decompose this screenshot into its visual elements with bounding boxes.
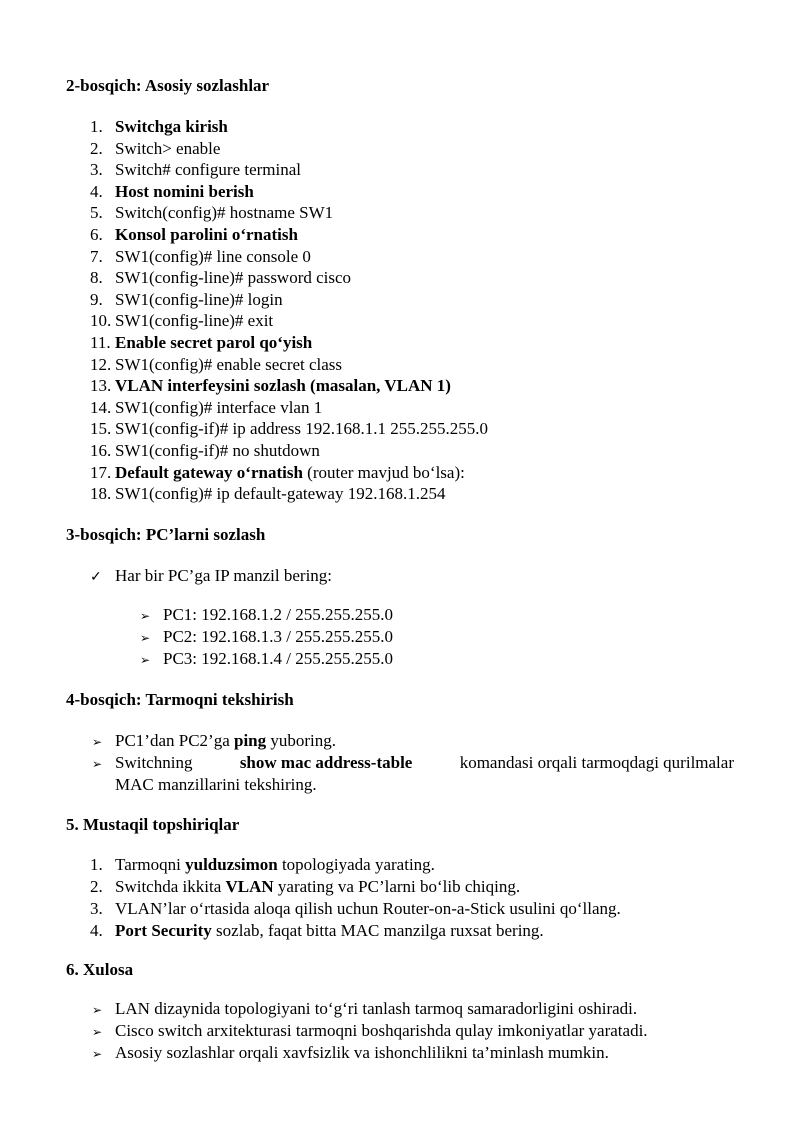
step2-item-text bbox=[115, 225, 298, 245]
step2-item-text bbox=[115, 290, 283, 310]
step5-item-part: yulduzsimon bbox=[185, 855, 278, 874]
step4-item-ping bbox=[115, 731, 336, 751]
step2-item-part: Switchga kirish bbox=[115, 117, 228, 136]
step2-item-part: (router mavjud bo‘lsa): bbox=[302, 462, 465, 482]
step2-item-part: VLAN interfeysini sozlash (masalan, VLAN 1) bbox=[115, 376, 451, 396]
step3-check-item: Har bir PC’ga IP manzil bering: bbox=[115, 566, 333, 585]
step2-item-text bbox=[115, 182, 254, 202]
arrowhead-bullet-icon: ➢ bbox=[140, 653, 151, 667]
checkmark-bullet-icon: ✓ bbox=[90, 570, 102, 585]
step3-sub-item: PC3: 192.168.1.4 / 255.255.255.0 bbox=[163, 649, 393, 668]
step5-item-number: 2. bbox=[90, 877, 103, 896]
step2-item-text bbox=[115, 268, 351, 288]
step5-item-part: Tarmoqni bbox=[115, 855, 186, 874]
step2-item-text bbox=[115, 203, 333, 223]
step4-heading: 4-bosqich: Tarmoqni tekshirish bbox=[66, 690, 294, 709]
step2-item-number: 17. bbox=[90, 462, 112, 482]
step2-item-part: SW1(config)# ip default-gateway 192.168.1.254 bbox=[115, 484, 446, 504]
step2-item-number: 10. bbox=[90, 311, 112, 331]
step5-item-text bbox=[115, 921, 544, 941]
step2-item-part: SW1(config-line)# login bbox=[115, 289, 283, 309]
step2-item-text bbox=[115, 376, 451, 396]
arrowhead-bullet-icon: ➢ bbox=[92, 1025, 103, 1039]
step2-item-part: SW1(config)# interface vlan 1 bbox=[115, 397, 323, 417]
step5-item-part: sozlab, faqat bitta MAC manzilga ruxsat bering. bbox=[211, 921, 544, 940]
step2-item-text bbox=[115, 419, 488, 439]
step5-heading: 5. Mustaqil topshiriqlar bbox=[66, 815, 240, 834]
step2-item-number: 11. bbox=[90, 333, 111, 352]
step5-item-part: Switchda ikkita bbox=[115, 877, 226, 896]
step2-item-number: 6. bbox=[90, 225, 103, 244]
step5-item-part: yarating va PC’larni bo‘lib chiqing. bbox=[273, 877, 521, 896]
step2-item-text bbox=[115, 441, 320, 461]
step2-item-number: 3. bbox=[90, 160, 103, 180]
step2-item-part: Switch> enable bbox=[115, 138, 221, 158]
step2-item-part: Switch# configure terminal bbox=[115, 160, 302, 180]
step2-item-part: Enable secret parol qo‘yish bbox=[115, 333, 313, 352]
step5-item-text bbox=[115, 877, 520, 897]
step5-item-text bbox=[115, 899, 621, 919]
arrowhead-bullet-icon: ➢ bbox=[140, 609, 151, 623]
step2-item-number: 8. bbox=[90, 268, 103, 288]
step2-item-text bbox=[115, 333, 312, 353]
step5-item-number: 3. bbox=[90, 899, 103, 918]
step2-item-number: 12. bbox=[90, 354, 112, 374]
step5-item-part: VLAN’lar o‘rtasida aloqa qilish uchun Router-on-a-Stick usulini qo‘llang. bbox=[115, 899, 621, 918]
step2-item-part: Default gateway o‘rnatish bbox=[115, 462, 303, 482]
step4-item-mac-a: Switchning bbox=[115, 753, 193, 772]
step2-item-text bbox=[115, 311, 273, 331]
step2-item-number: 9. bbox=[90, 289, 103, 309]
step2-item-number: 5. bbox=[90, 203, 103, 223]
step2-item-number: 1. bbox=[90, 117, 103, 136]
step4-item-mac-cmd: show mac address-table bbox=[239, 753, 413, 772]
step2-item-part: Konsol parolini o‘rnatish bbox=[115, 225, 298, 244]
step2-item-text bbox=[115, 398, 322, 418]
step2-item-text bbox=[115, 117, 228, 137]
step2-item-number: 14. bbox=[90, 397, 112, 417]
step2-item-text bbox=[115, 355, 342, 375]
arrowhead-bullet-icon: ➢ bbox=[92, 1047, 103, 1061]
arrowhead-bullet-icon: ➢ bbox=[92, 735, 103, 749]
step3-sub-item: PC1: 192.168.1.2 / 255.255.255.0 bbox=[163, 605, 393, 624]
step4-item-ping-a: PC1’dan PC2’ga bbox=[115, 731, 234, 750]
step2-item-number: 16. bbox=[90, 441, 112, 460]
arrowhead-bullet-icon: ➢ bbox=[92, 757, 103, 771]
step5-item-part: VLAN bbox=[225, 877, 274, 896]
step2-item-number: 2. bbox=[90, 138, 103, 158]
step5-item-text bbox=[115, 855, 435, 875]
step2-item-number: 7. bbox=[90, 246, 103, 266]
step5-item-part: topologiyada yarating. bbox=[277, 855, 435, 874]
step2-item-text bbox=[115, 139, 220, 159]
step2-item-part: SW1(config)# enable secret class bbox=[115, 354, 343, 374]
step5-item-number: 1. bbox=[90, 855, 103, 874]
step2-item-text bbox=[115, 160, 301, 180]
step2-item-part: SW1(config-if)# ip address 192.168.1.1 255.255.255.0 bbox=[115, 419, 489, 439]
step2-item-text bbox=[115, 247, 311, 267]
step2-item-part: SW1(config)# line console 0 bbox=[115, 246, 311, 266]
arrowhead-bullet-icon: ➢ bbox=[140, 631, 151, 645]
step2-item-number: 4. bbox=[90, 181, 103, 201]
step5-item-part: Port Security bbox=[115, 921, 212, 940]
step4-item-mac-c: komandasi orqali tarmoqdagi qurilmalar bbox=[459, 753, 734, 772]
step6-heading: 6. Xulosa bbox=[66, 960, 134, 979]
step2-item-number: 15. bbox=[90, 419, 112, 439]
step2-item-part: Switch(config)# hostname SW1 bbox=[115, 203, 334, 223]
step2-heading: 2-bosqich: Asosiy sozlashlar bbox=[66, 76, 270, 95]
step2-item-text bbox=[115, 484, 445, 504]
step6-item: Cisco switch arxitekturasi tarmoqni boshqarishda qulay imkoniyatlar yaratadi. bbox=[115, 1021, 648, 1040]
step2-item-part: Host nomini berish bbox=[115, 181, 254, 201]
step4-item-mac-d: MAC manzillarini tekshiring. bbox=[115, 775, 317, 794]
step2-item-part: SW1(config-line)# password cisco bbox=[115, 268, 352, 288]
arrowhead-bullet-icon: ➢ bbox=[92, 1003, 103, 1017]
step2-item-part: SW1(config-line)# exit bbox=[115, 311, 274, 331]
step4-item-ping-c: yuboring. bbox=[266, 731, 337, 750]
step4-item-ping-cmd: ping bbox=[234, 731, 267, 750]
step5-item-number: 4. bbox=[90, 921, 103, 940]
step6-item: Asosiy sozlashlar orqali xavfsizlik va ishonchlilikni ta’minlash mumkin. bbox=[115, 1043, 609, 1062]
step3-heading: 3-bosqich: PC’larni sozlash bbox=[66, 525, 266, 544]
step2-item-text bbox=[115, 463, 465, 483]
step6-item: LAN dizaynida topologiyani to‘g‘ri tanlash tarmoq samaradorligini oshiradi. bbox=[115, 999, 638, 1018]
step3-sub-item: PC2: 192.168.1.3 / 255.255.255.0 bbox=[163, 627, 393, 646]
step4-item-mac bbox=[115, 753, 734, 773]
step2-item-number: 13. bbox=[90, 376, 112, 396]
step2-item-number: 18. bbox=[90, 484, 112, 504]
step2-item-part: SW1(config-if)# no shutdown bbox=[115, 441, 320, 460]
